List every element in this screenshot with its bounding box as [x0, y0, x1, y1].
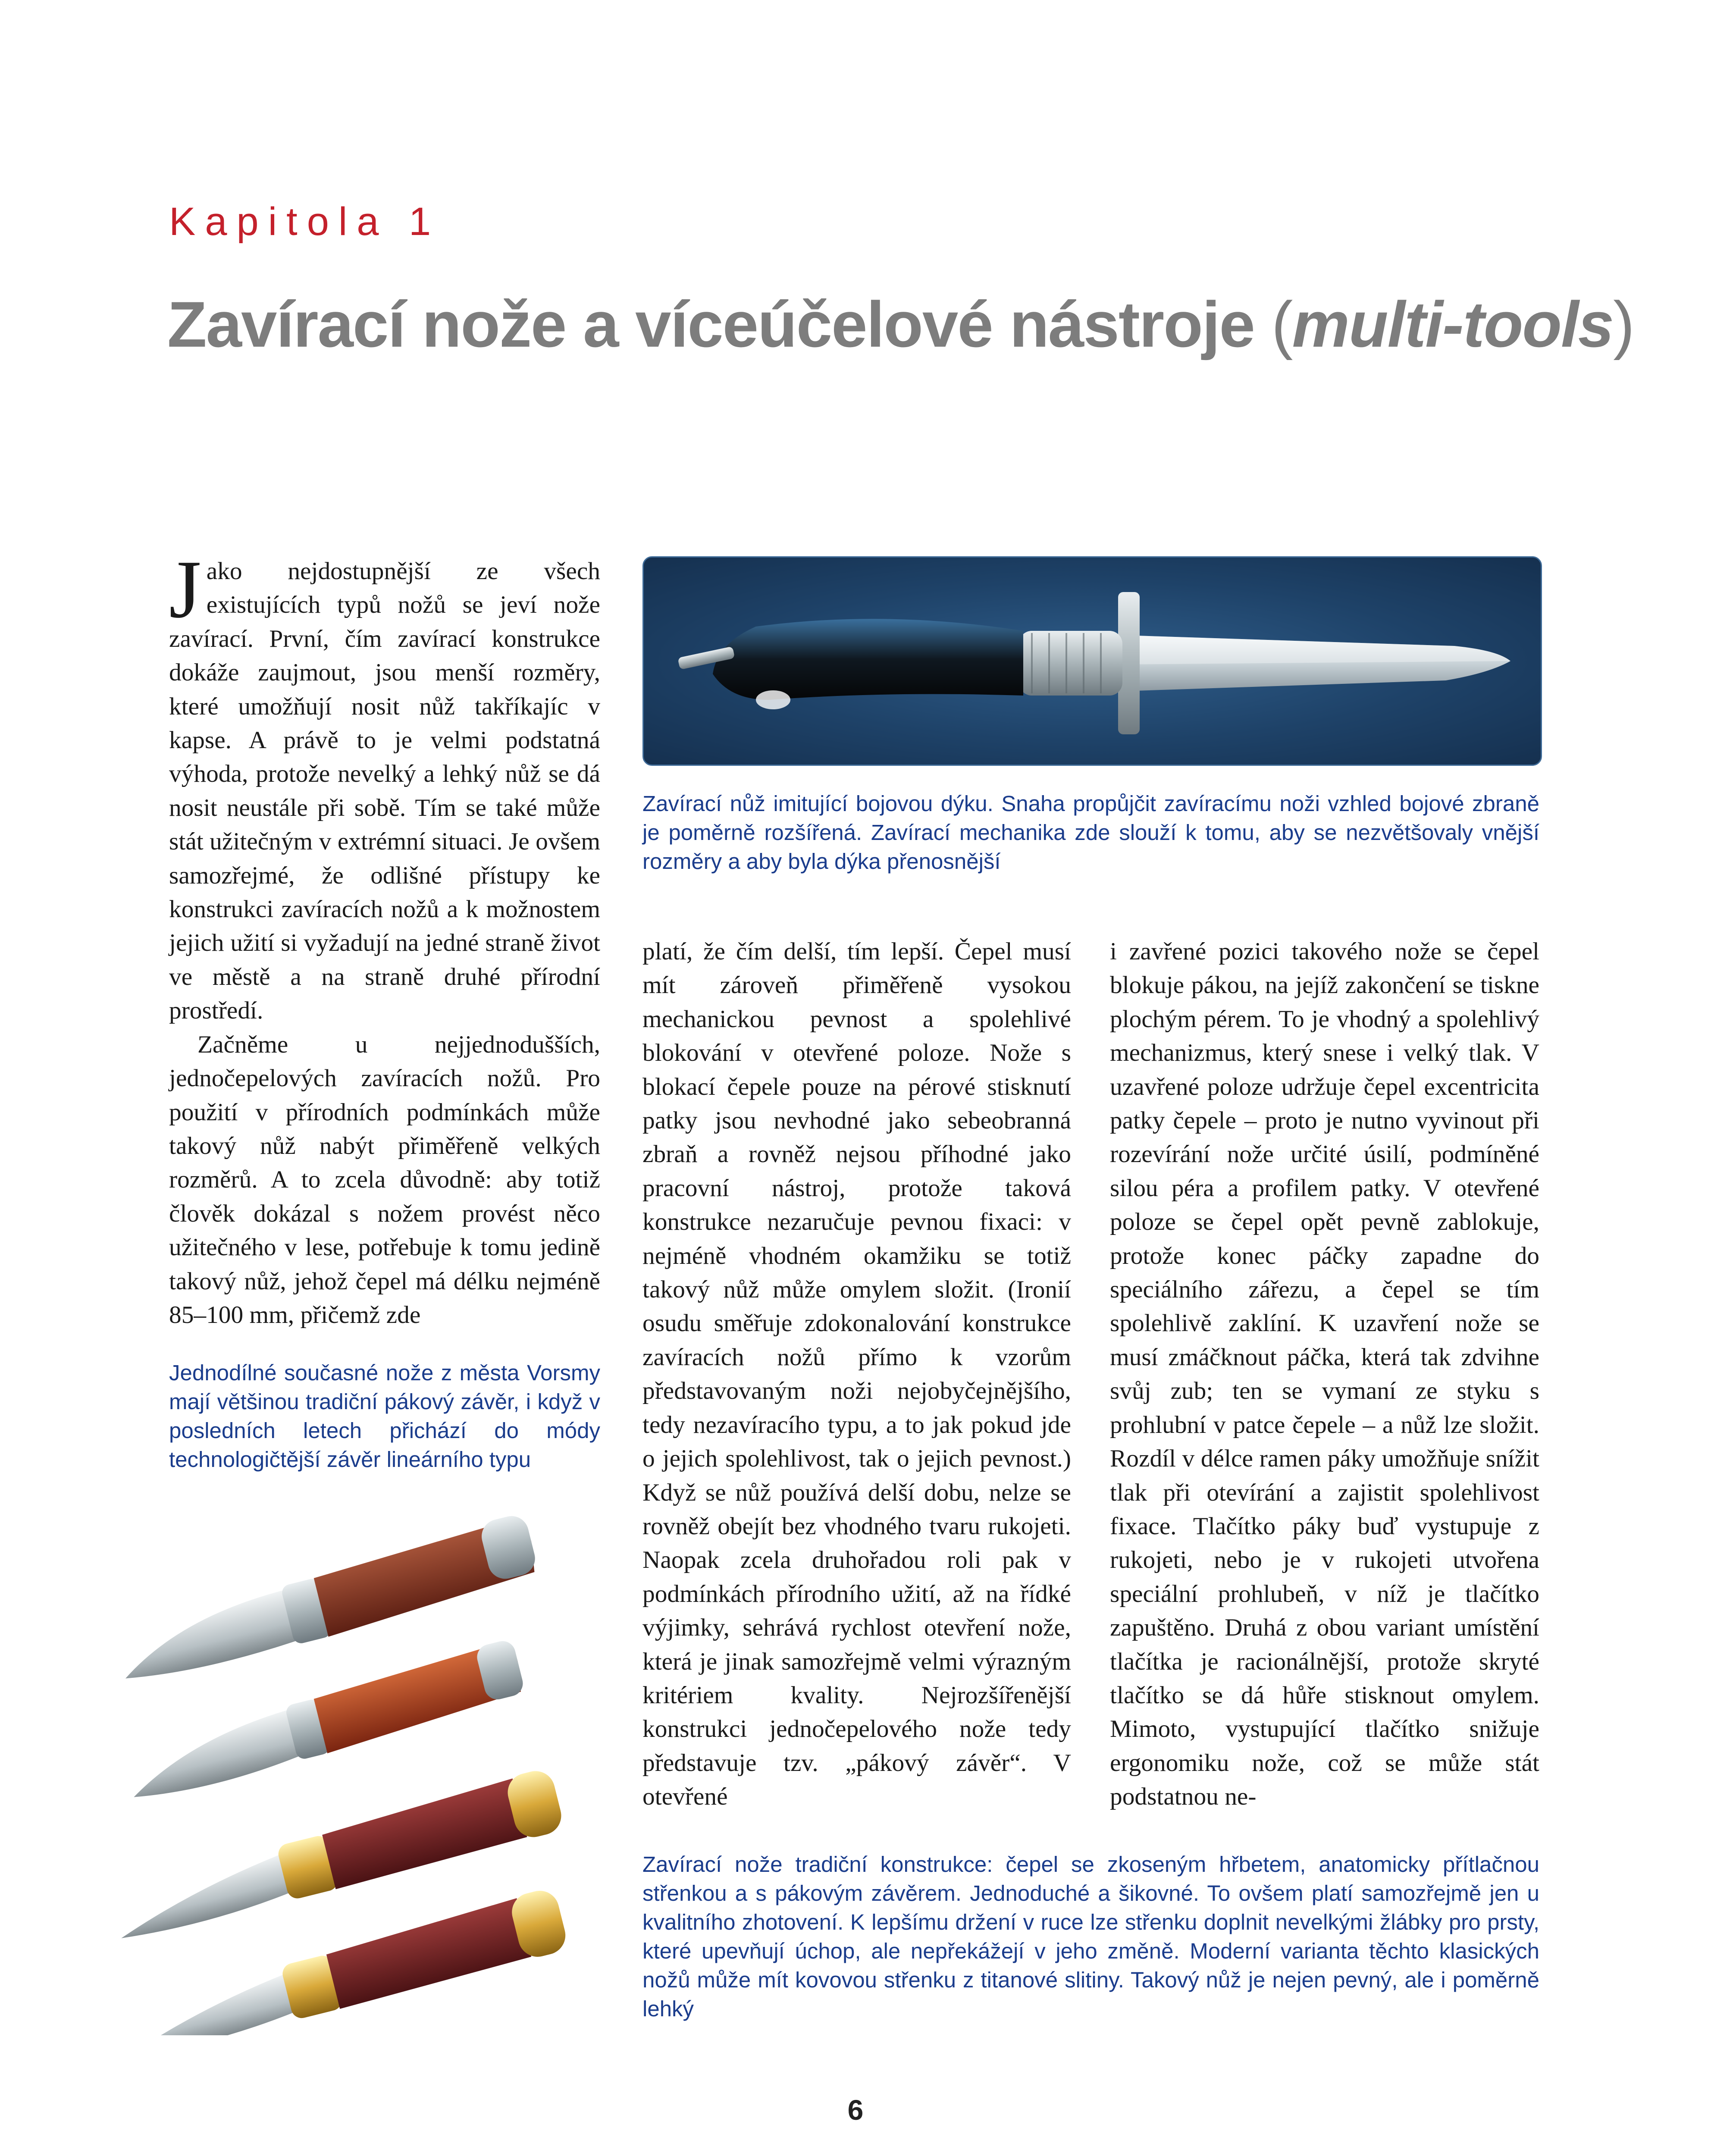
chapter-title — [167, 288, 1634, 360]
caption-vorsma-knives: Jednodílné současné nože z města Vorsmy mají většinou tradiční pákový závěr, i když v posledních letech přichází do módy technologičtější závěr lineárního typu — [169, 1360, 600, 1472]
folding-knives-icon — [103, 1509, 599, 2035]
folding-dagger-photo — [642, 556, 1542, 766]
caption-folding-dagger: Zavírací nůž imitující bojovou dýku. Snaha propůjčit zavíracímu noži vzhled bojové zbraně je poměrně rozšířená. Zavírací mechanika zde slouží k tomu, aby se nezvětšovaly vnější rozměry a aby byla dýka přenosnější — [642, 791, 1539, 874]
column-2-text: platí, že čím delší, tím lepší. Čepel musí mít zároveň přiměřeně vysokou mechanickou pevnost a spolehlivé blokování v otevřené poloze. Nože s blokací čepele pouze na pérové stisknutí patky jsou nevhodné jako sebeobranná zbraň a rovněž nejsou příhodné jako pracovní nástroj, protože taková konstrukce nezaručuje pevnou fixaci: v nejméně vhodném okamžiku se totiž takový nůž může omylem složit. (Ironií osudu směřuje zdokonalování konstrukce zavíracích nožů přímo k vzorům představovaným noži nejobyčejnějšího, tedy nezavíracího typu, a to jak pokud jde o jejich spolehlivost, tak o jejich pevnost.) Když se nůž používá delší dobu, nelze se rovněž obejít bez vhodného tvaru rukojeti. Naopak zcela druhořadou roli pak v podmínkách přírodního užití, až na řídké výjimky, sehrává rychlost otevření nože, která je jinak samozřejmě velmi výrazným kritériem kvality. Nejrozšířenější konstrukci jednočepelového nože tedy představuje tzv. „pákový závěr“. V otevřené — [642, 938, 1071, 1811]
chapter-title-main: Zavírací nože a víceúčelové nástroje — [167, 288, 1272, 360]
paragraph-1: Jako nejdostupnější ze všech existujících typů nožů se jeví nože zavírací. První, čím zavírací konstrukce dokáže zaujmout, jsou menší rozměry, které umožňují nosit nůž takříkajíc v kapse. A právě to je velmi podstatná výhoda, protože nevelký a lehký nůž se dá nosit neustále při sobě. Tím se také může stát užitečným v extrémní situaci. Je ovšem samozřejmé, že odlišné přístupy ke konstrukci zavíracích nožů a k možnostem jejich užití si vyžadují na jedné straně život ve městě a na straně druhé přírodní prostředí. — [169, 543, 600, 1025]
folding-dagger-icon — [644, 558, 1541, 765]
column-1-text — [169, 543, 600, 1332]
chapter-title-italic: multi-tools — [1292, 288, 1614, 360]
caption-traditional-knives: Zavírací nože tradiční konstrukce: čepel se zkoseným hřbetem, anatomicky přítlačnou střenkou a s pákovým závěrem. Jednoduché a šikovné. To ovšem platí samozřejmě jen u kvalitního zhotovení. K lepšímu držení v ruce lze střenku doplnit nevelkými žlábky pro prsty, které upevňují úchop, ale nepřekážejí v jeho změně. Moderní varianta těchto klasických nožů může mít kovovou střenku z titanové slitiny. Takový nůž je nejen pevný, ale i poměrně lehký — [642, 1852, 1539, 2021]
column-3-text: i zavřené pozici takového nože se čepel blokuje pákou, na jejíž zakončení se tiskne plochým pérem. To je vhodný a spolehlivý mechanizmus, který snese i velký tlak. V uzavřené poloze udržuje čepel excentricita patky čepele – proto je nutno vyvinout při rozevírání nože určité úsilí, podmíněné silou péra a profilem patky. V otevřené poloze se čepel opět pevně zablokuje, protože konec páčky zapadne do speciálního zářezu, a čepel se tím spolehlivě zaklíní. K uzavření nože se musí zmáčknout páčka, která tak zdvihne svůj zub; ten se vymaní ze styku s prohlubní v patce čepele – a nůž lze složit. Rozdíl v délce ramen páky umožňuje snížit tlak při otevírání a zajistit spolehlivost fixace. Tlačítko páky buď vystupuje z rukojeti, nebo je v rukojeti utvořena speciální prohlubeň, v níž je tlačítko zapuštěno. Druhá z obou variant umístění tlačítka je racionálnější, protože skryté tlačítko se dá hůře stisknout omylem. Mimoto, vystupující tlačítko snižuje ergonomiku nože, což se může stát podstatnou ne- — [1110, 938, 1539, 1811]
chapter-title-close-paren: ) — [1613, 288, 1634, 360]
folding-knives-photo — [103, 1509, 599, 2035]
drop-cap: J — [169, 543, 201, 635]
chapter-label: Kapitola 1 — [169, 200, 441, 244]
chapter-title-open-paren: ( — [1271, 288, 1292, 360]
paragraph-2: Začněme u nejjednodušších, jednočepelových zavíracích nožů. Pro použití v přírodních podmínkách může takový nůž nabýt přiměřeně velkých rozměrů. A to zcela důvodně: aby totiž člověk dokázal s nožem provést něco užitečného v lese, potřebuje k tomu jedině takový nůž, jehož čepel má délku nejméně 85–100 mm, přičemž zde — [169, 1031, 600, 1329]
page-number: 6 — [847, 2094, 864, 2126]
